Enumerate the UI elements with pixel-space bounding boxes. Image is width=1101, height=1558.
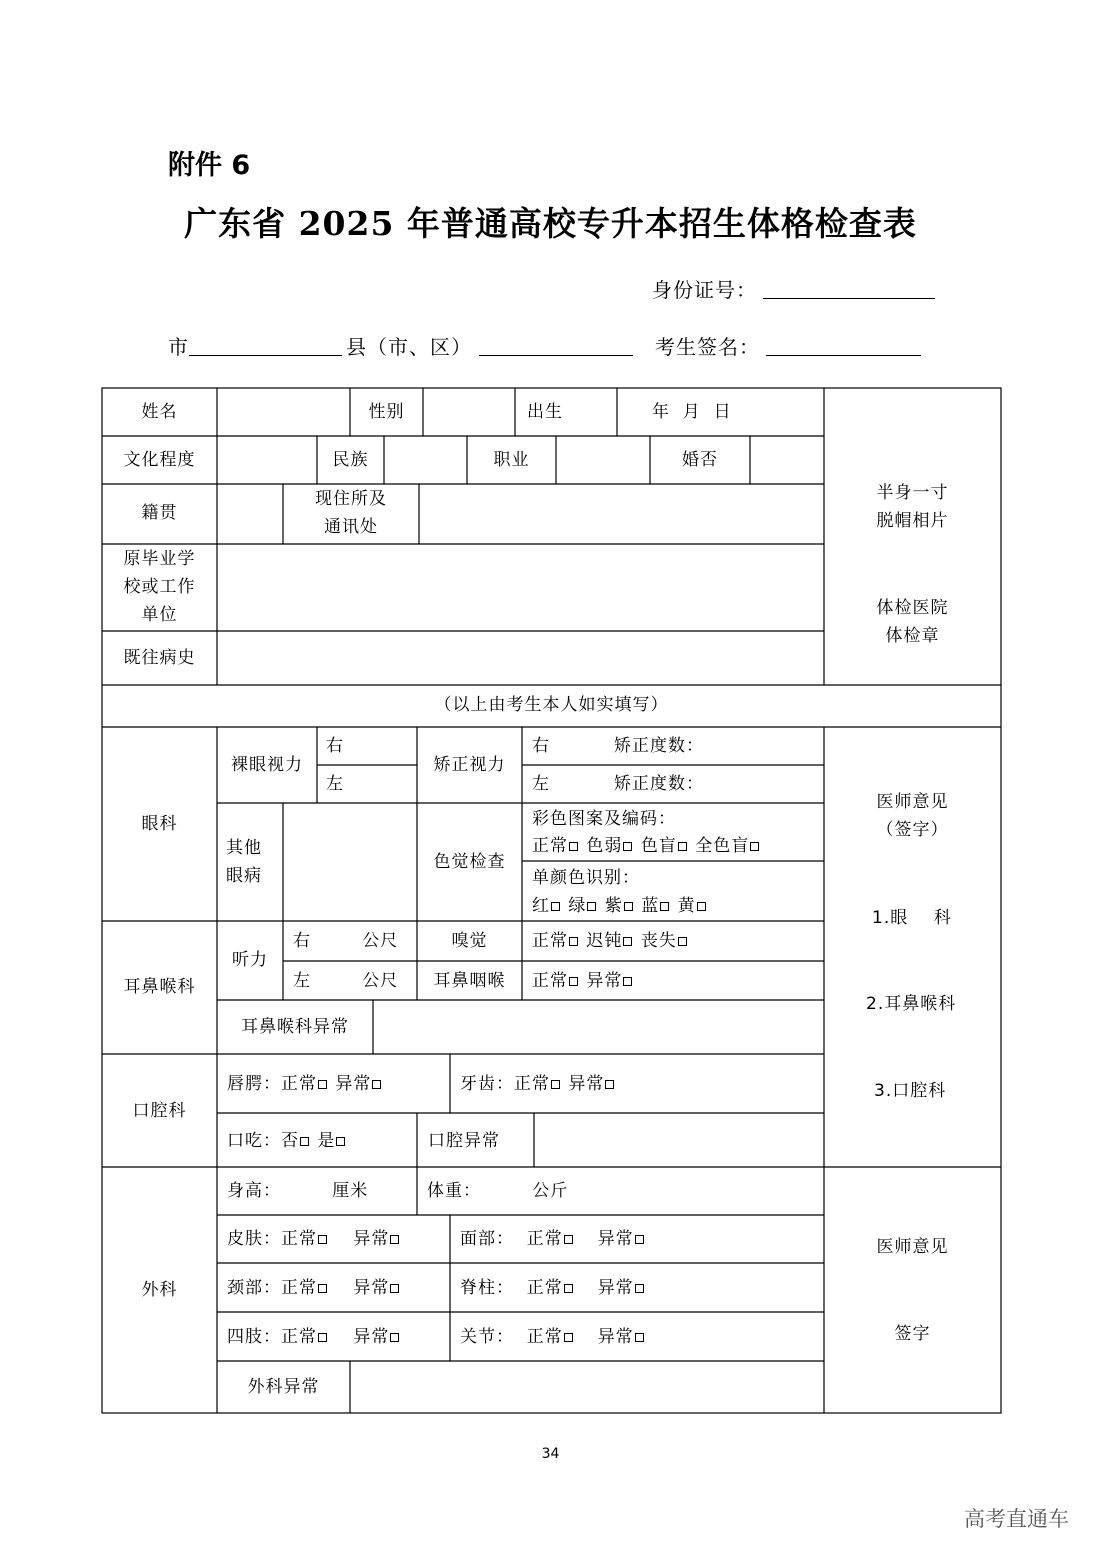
teeth-abnormal: 异常	[568, 1074, 605, 1094]
skin-normal: 皮肤：正常	[227, 1229, 317, 1249]
weak-checkbox[interactable]	[623, 842, 632, 851]
signature-label: 考生签名：	[655, 335, 760, 359]
school-label-line2: 校或工作	[123, 577, 196, 597]
naked-right-label: 右	[326, 736, 344, 756]
ent-section-label: 耳鼻喉科	[123, 977, 196, 997]
watermark: 高考直通车	[964, 1507, 1069, 1531]
smell-lost-checkbox[interactable]	[678, 937, 687, 946]
other-eye-label-line1: 其他	[226, 838, 262, 858]
school-label-line1: 原毕业学	[123, 549, 196, 569]
smell-dull-checkbox[interactable]	[623, 937, 632, 946]
teeth-normal: 牙齿：正常	[460, 1074, 550, 1094]
birth-label: 出生	[527, 402, 563, 422]
lips-abnormal-checkbox[interactable]	[372, 1080, 381, 1089]
limbs-options	[227, 1323, 401, 1351]
stutter-yes: 是	[317, 1131, 336, 1151]
photo-label-line2: 脱帽相片	[876, 511, 949, 531]
ent-abnormal-label: 耳鼻喉科异常	[241, 1017, 349, 1037]
attachment-label: 附件 6	[168, 150, 251, 181]
marital-label: 婚否	[682, 450, 718, 470]
hearing-label: 听力	[232, 950, 268, 970]
smell-normal-checkbox[interactable]	[569, 937, 578, 946]
joints-abnormal: 异常	[597, 1327, 634, 1347]
joints-options	[460, 1323, 646, 1351]
hearing-right-label: 右 公尺	[293, 931, 399, 951]
stutter-options	[227, 1127, 347, 1155]
total-blind-checkbox[interactable]	[750, 842, 759, 851]
limbs-abnormal-checkbox[interactable]	[390, 1333, 399, 1342]
smell-options	[532, 927, 689, 955]
address-label-line1: 现住所及	[315, 489, 387, 509]
skin-abnormal: 异常	[353, 1229, 390, 1249]
skin-normal-checkbox[interactable]	[318, 1235, 327, 1244]
corrected-vision-label: 矫正视力	[433, 755, 506, 775]
county-label: 县（市、区）	[346, 335, 472, 359]
joints-normal-checkbox[interactable]	[564, 1333, 573, 1342]
school-label-line3: 单位	[141, 605, 178, 625]
gender-label: 性别	[368, 402, 405, 422]
limbs-normal: 四肢：正常	[227, 1327, 317, 1347]
skin-abnormal-checkbox[interactable]	[390, 1235, 399, 1244]
stamp-label-line2: 体检章	[885, 626, 940, 646]
spine-options	[460, 1274, 646, 1302]
face-normal-checkbox[interactable]	[564, 1235, 573, 1244]
lips-options	[227, 1070, 383, 1098]
native-place-label: 籍贯	[141, 503, 178, 523]
throat-normal: 正常	[532, 971, 568, 991]
address-label-line2: 通讯处	[324, 517, 378, 537]
option-normal: 正常	[532, 836, 568, 856]
oral-abnormal-label: 口腔异常	[428, 1131, 500, 1151]
option-blue: 蓝	[641, 896, 660, 916]
page-number: 34	[541, 1446, 560, 1462]
lips-normal-checkbox[interactable]	[318, 1080, 327, 1089]
neck-abnormal-checkbox[interactable]	[390, 1284, 399, 1293]
joints-normal: 关节： 正常	[460, 1327, 563, 1347]
spine-abnormal: 异常	[597, 1278, 634, 1298]
doctor-item-ent: 2.耳鼻喉科	[866, 994, 957, 1014]
occupation-label: 职业	[493, 450, 530, 470]
self-fill-note: （以上由考生本人如实填写）	[434, 695, 669, 715]
option-red: 红	[532, 896, 550, 916]
joints-abnormal-checkbox[interactable]	[635, 1333, 644, 1342]
photo-label-line1: 半身一寸	[876, 483, 949, 503]
doctor-item-oral: 3.口腔科	[874, 1081, 947, 1101]
corrected-left-label: 左 矫正度数：	[532, 774, 705, 794]
spine-normal-checkbox[interactable]	[564, 1284, 573, 1293]
throat-normal-checkbox[interactable]	[569, 977, 578, 986]
history-label: 既往病史	[123, 648, 196, 668]
face-abnormal-checkbox[interactable]	[635, 1235, 644, 1244]
city-label: 市	[168, 335, 189, 359]
surgery-doctor-opinion: 医师意见	[876, 1237, 949, 1257]
hearing-left-label: 左 公尺	[293, 971, 399, 991]
throat-options	[532, 967, 634, 995]
name-label: 姓名	[141, 402, 178, 422]
height-field: 身高： 厘米	[227, 1181, 369, 1201]
green-checkbox[interactable]	[587, 902, 596, 911]
smell-dull: 迟钝	[586, 931, 623, 951]
mono-color-label: 单颜色识别：	[532, 868, 640, 888]
doctor-opinion-label: 医师意见	[876, 792, 949, 812]
throat-abnormal: 异常	[586, 971, 623, 991]
spine-abnormal-checkbox[interactable]	[635, 1284, 644, 1293]
spine-normal: 脊柱： 正常	[460, 1278, 563, 1298]
eye-section-label: 眼科	[141, 814, 178, 834]
throat-abnormal-checkbox[interactable]	[623, 977, 632, 986]
neck-abnormal: 异常	[353, 1278, 390, 1298]
teeth-normal-checkbox[interactable]	[551, 1080, 560, 1089]
name-field[interactable]	[217, 398, 350, 426]
stutter-no: 口吃：否	[227, 1131, 299, 1151]
neck-normal-checkbox[interactable]	[318, 1284, 327, 1293]
skin-options	[227, 1225, 401, 1253]
limbs-abnormal: 异常	[353, 1327, 390, 1347]
option-blind: 色盲	[640, 836, 677, 856]
stutter-no-checkbox[interactable]	[300, 1137, 309, 1146]
smell-label: 嗅觉	[451, 931, 488, 951]
doctor-sign-label: （签字）	[876, 820, 949, 840]
red-checkbox[interactable]	[551, 902, 560, 911]
option-weak: 色弱	[586, 836, 623, 856]
doctor-item-eye: 1.眼 科	[872, 908, 952, 928]
mono-color-options	[532, 892, 708, 920]
yellow-checkbox[interactable]	[697, 902, 706, 911]
teeth-abnormal-checkbox[interactable]	[605, 1080, 614, 1089]
blind-checkbox[interactable]	[678, 842, 687, 851]
birth-date-field[interactable]: 年 月 日	[652, 402, 732, 422]
surgery-doctor-sign: 签字	[894, 1324, 931, 1344]
option-total-blind: 全色盲	[695, 836, 750, 856]
education-label: 文化程度	[123, 450, 196, 470]
lips-abnormal: 异常	[335, 1074, 372, 1094]
page-title: 广东省 2025 年普通高校专升本招生体格检查表	[184, 204, 917, 243]
gender-field[interactable]	[423, 398, 515, 426]
other-eye-label-line2: 眼病	[226, 866, 262, 886]
option-green: 绿	[568, 896, 587, 916]
smell-lost: 丧失	[640, 931, 677, 951]
normal-checkbox[interactable]	[569, 842, 578, 851]
oral-section-label: 口腔科	[132, 1101, 187, 1121]
ethnicity-label: 民族	[332, 450, 369, 470]
id-number-label: 身份证号：	[652, 278, 757, 302]
weight-field: 体重： 公斤	[427, 1181, 569, 1201]
blue-checkbox[interactable]	[660, 902, 669, 911]
corrected-right-label: 右 矫正度数：	[532, 736, 705, 756]
color-pattern-label: 彩色图案及编码：	[532, 809, 676, 829]
face-normal: 面部： 正常	[460, 1229, 563, 1249]
surgery-abnormal-label: 外科异常	[247, 1377, 320, 1397]
face-options	[460, 1225, 646, 1253]
teeth-options	[460, 1070, 616, 1098]
face-abnormal: 异常	[597, 1229, 634, 1249]
naked-vision-label: 裸眼视力	[231, 755, 303, 775]
option-purple: 紫	[604, 896, 623, 916]
smell-normal: 正常	[532, 931, 568, 951]
option-yellow: 黄	[677, 896, 696, 916]
neck-normal: 颈部：正常	[227, 1278, 317, 1298]
limbs-normal-checkbox[interactable]	[318, 1333, 327, 1342]
lips-normal: 唇腭：正常	[227, 1074, 317, 1094]
neck-options	[227, 1274, 401, 1302]
purple-checkbox[interactable]	[624, 902, 633, 911]
color-vision-label: 色觉检查	[433, 852, 506, 872]
stutter-yes-checkbox[interactable]	[336, 1137, 345, 1146]
color-pattern-options	[532, 832, 761, 860]
stamp-label-line1: 体检医院	[876, 598, 949, 618]
surgery-section-label: 外科	[141, 1280, 178, 1300]
throat-label: 耳鼻咽喉	[433, 971, 506, 991]
naked-left-label: 左	[326, 774, 344, 794]
